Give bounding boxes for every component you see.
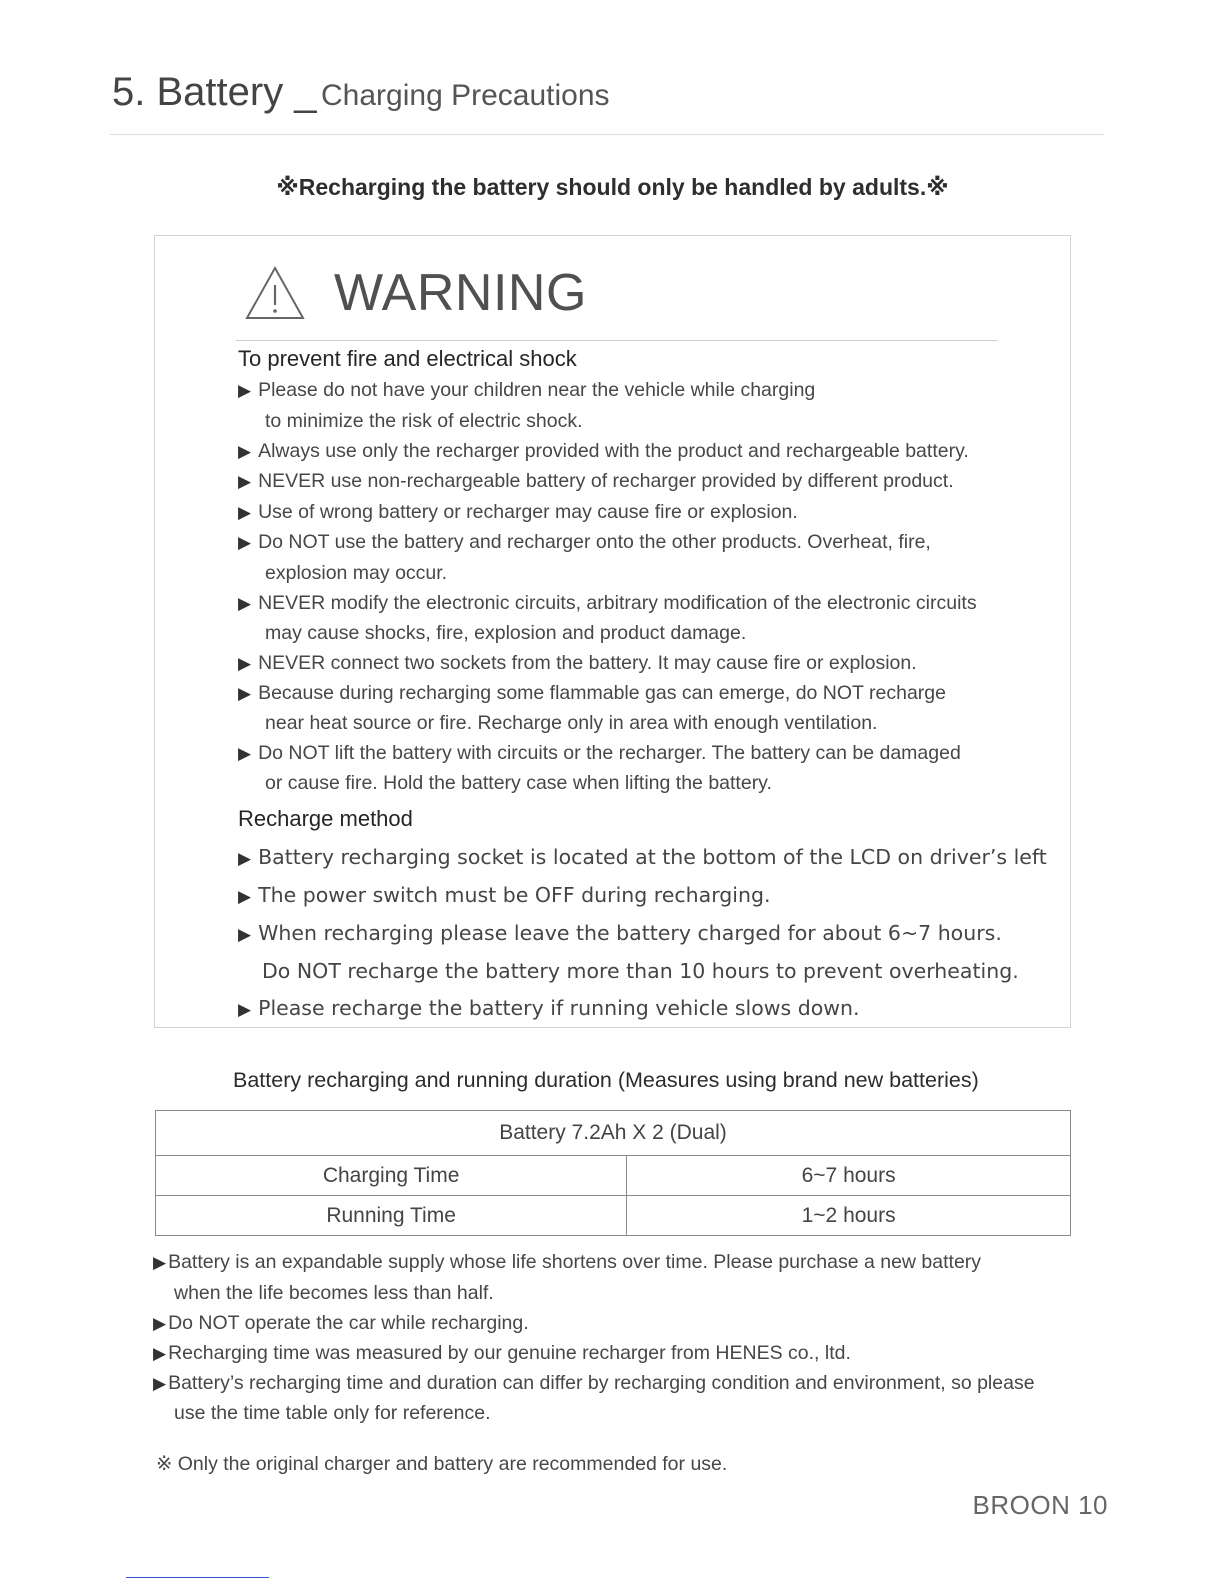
note-item: when the life becomes less than half. — [174, 1282, 494, 1304]
title-divider — [110, 134, 1104, 135]
list-item: ▶ NEVER use non-rechargeable battery of recharger provided by different product. — [238, 470, 954, 492]
page-title-main: 5. Battery _ — [112, 70, 317, 114]
bullet-arrow-icon: ▶ — [238, 594, 252, 613]
bullet-arrow-icon: ▶ — [238, 654, 252, 673]
list-item: ▶ NEVER modify the electronic circuits, arbitrary modification of the electronic circuits — [238, 592, 977, 614]
list-item: explosion may occur. — [265, 562, 448, 584]
list-item: may cause shocks, fire, explosion and product damage. — [265, 622, 747, 644]
list-item: ▶ Battery recharging socket is located at the bottom of the LCD on driver’s left — [238, 845, 1047, 869]
running-time-label: Running Time — [156, 1196, 627, 1236]
bullet-arrow-icon: ▶ — [238, 684, 252, 703]
warning-triangle-icon — [244, 265, 306, 321]
list-item: ▶ Please do not have your children near the vehicle while charging — [238, 379, 816, 401]
charging-time-label: Charging Time — [156, 1156, 627, 1196]
bullet-arrow-icon: ▶ — [238, 887, 252, 907]
running-time-value: 1~2 hours — [627, 1196, 1071, 1236]
warning-heading — [244, 262, 587, 324]
list-item: ▶ Always use only the recharger provided with the product and rechargeable battery. — [238, 440, 969, 462]
warning-divider — [236, 340, 998, 341]
page-title-sub: Charging Precautions — [321, 79, 610, 112]
bullet-arrow-icon: ▶ — [238, 442, 252, 461]
bullet-arrow-icon: ▶ — [238, 849, 252, 869]
list-item: near heat source or fire. Recharge only in area with enough ventilation. — [265, 712, 878, 734]
note-item: ▶ Battery is an expandable supply whose life shortens over time. Please purchase a new battery — [153, 1251, 982, 1273]
list-item: ▶ Use of wrong battery or recharger may cause fire or explosion. — [238, 501, 798, 523]
list-item: ▶ The power switch must be OFF during recharging. — [238, 883, 771, 907]
bullet-arrow-icon: ▶ — [238, 1000, 252, 1020]
bullet-arrow-icon: ▶ — [153, 1253, 167, 1272]
duration-table — [155, 1110, 1071, 1236]
list-item: to minimize the risk of electric shock. — [265, 410, 583, 432]
list-item: ▶ Because during recharging some flammable gas can emerge, do NOT recharge — [238, 682, 946, 704]
reference-note: ※ Only the original charger and battery are recommended for use. — [156, 1453, 728, 1475]
bullet-arrow-icon: ▶ — [238, 925, 252, 945]
fire-shock-section-title: To prevent fire and electrical shock — [238, 346, 577, 371]
warning-title: WARNING — [334, 264, 587, 322]
note-item: ▶ Recharging time was measured by our genuine recharger from HENES co., ltd. — [153, 1342, 851, 1364]
duration-table-title: Battery recharging and running duration (Measures using brand new batteries) — [233, 1068, 979, 1092]
bullet-arrow-icon: ▶ — [238, 503, 252, 522]
bullet-arrow-icon: ▶ — [238, 744, 252, 763]
page-footer: BROON 10 — [972, 1490, 1108, 1520]
bullet-arrow-icon: ▶ — [238, 533, 252, 552]
list-item: ▶ When recharging please leave the battery charged for about 6~7 hours. — [238, 921, 1002, 945]
note-item: ▶ Do NOT operate the car while recharging. — [153, 1312, 529, 1334]
list-item: ▶ Do NOT use the battery and recharger onto the other products. Overheat, fire, — [238, 531, 931, 553]
charging-time-value: 6~7 hours — [627, 1156, 1071, 1196]
duration-table-header: Battery 7.2Ah X 2 (Dual) — [156, 1111, 1071, 1156]
table-row — [156, 1196, 1071, 1236]
note-item: ▶ Battery’s recharging time and duration can differ by recharging condition and environment, so please — [153, 1372, 1035, 1394]
list-item: or cause fire. Hold the battery case when lifting the battery. — [265, 772, 772, 794]
bullet-arrow-icon: ▶ — [238, 381, 252, 400]
recharge-method-section-title: Recharge method — [238, 806, 413, 831]
list-item: ▶ Do NOT lift the battery with circuits or the recharger. The battery can be damaged — [238, 742, 961, 764]
bullet-arrow-icon: ▶ — [153, 1314, 167, 1333]
bottom-underline — [126, 1577, 269, 1578]
list-item: Do NOT recharge the battery more than 10 hours to prevent overheating. — [262, 959, 1019, 983]
page-title — [112, 70, 610, 115]
adult-only-note: ※Recharging the battery should only be handled by adults.※ — [276, 174, 949, 200]
bullet-arrow-icon: ▶ — [238, 472, 252, 491]
bullet-arrow-icon: ▶ — [153, 1374, 167, 1393]
note-item: use the time table only for reference. — [174, 1402, 491, 1424]
list-item: ▶ NEVER connect two sockets from the battery. It may cause fire or explosion. — [238, 652, 917, 674]
bullet-arrow-icon: ▶ — [153, 1344, 167, 1363]
table-row — [156, 1156, 1071, 1196]
list-item: ▶ Please recharge the battery if running vehicle slows down. — [238, 996, 860, 1020]
